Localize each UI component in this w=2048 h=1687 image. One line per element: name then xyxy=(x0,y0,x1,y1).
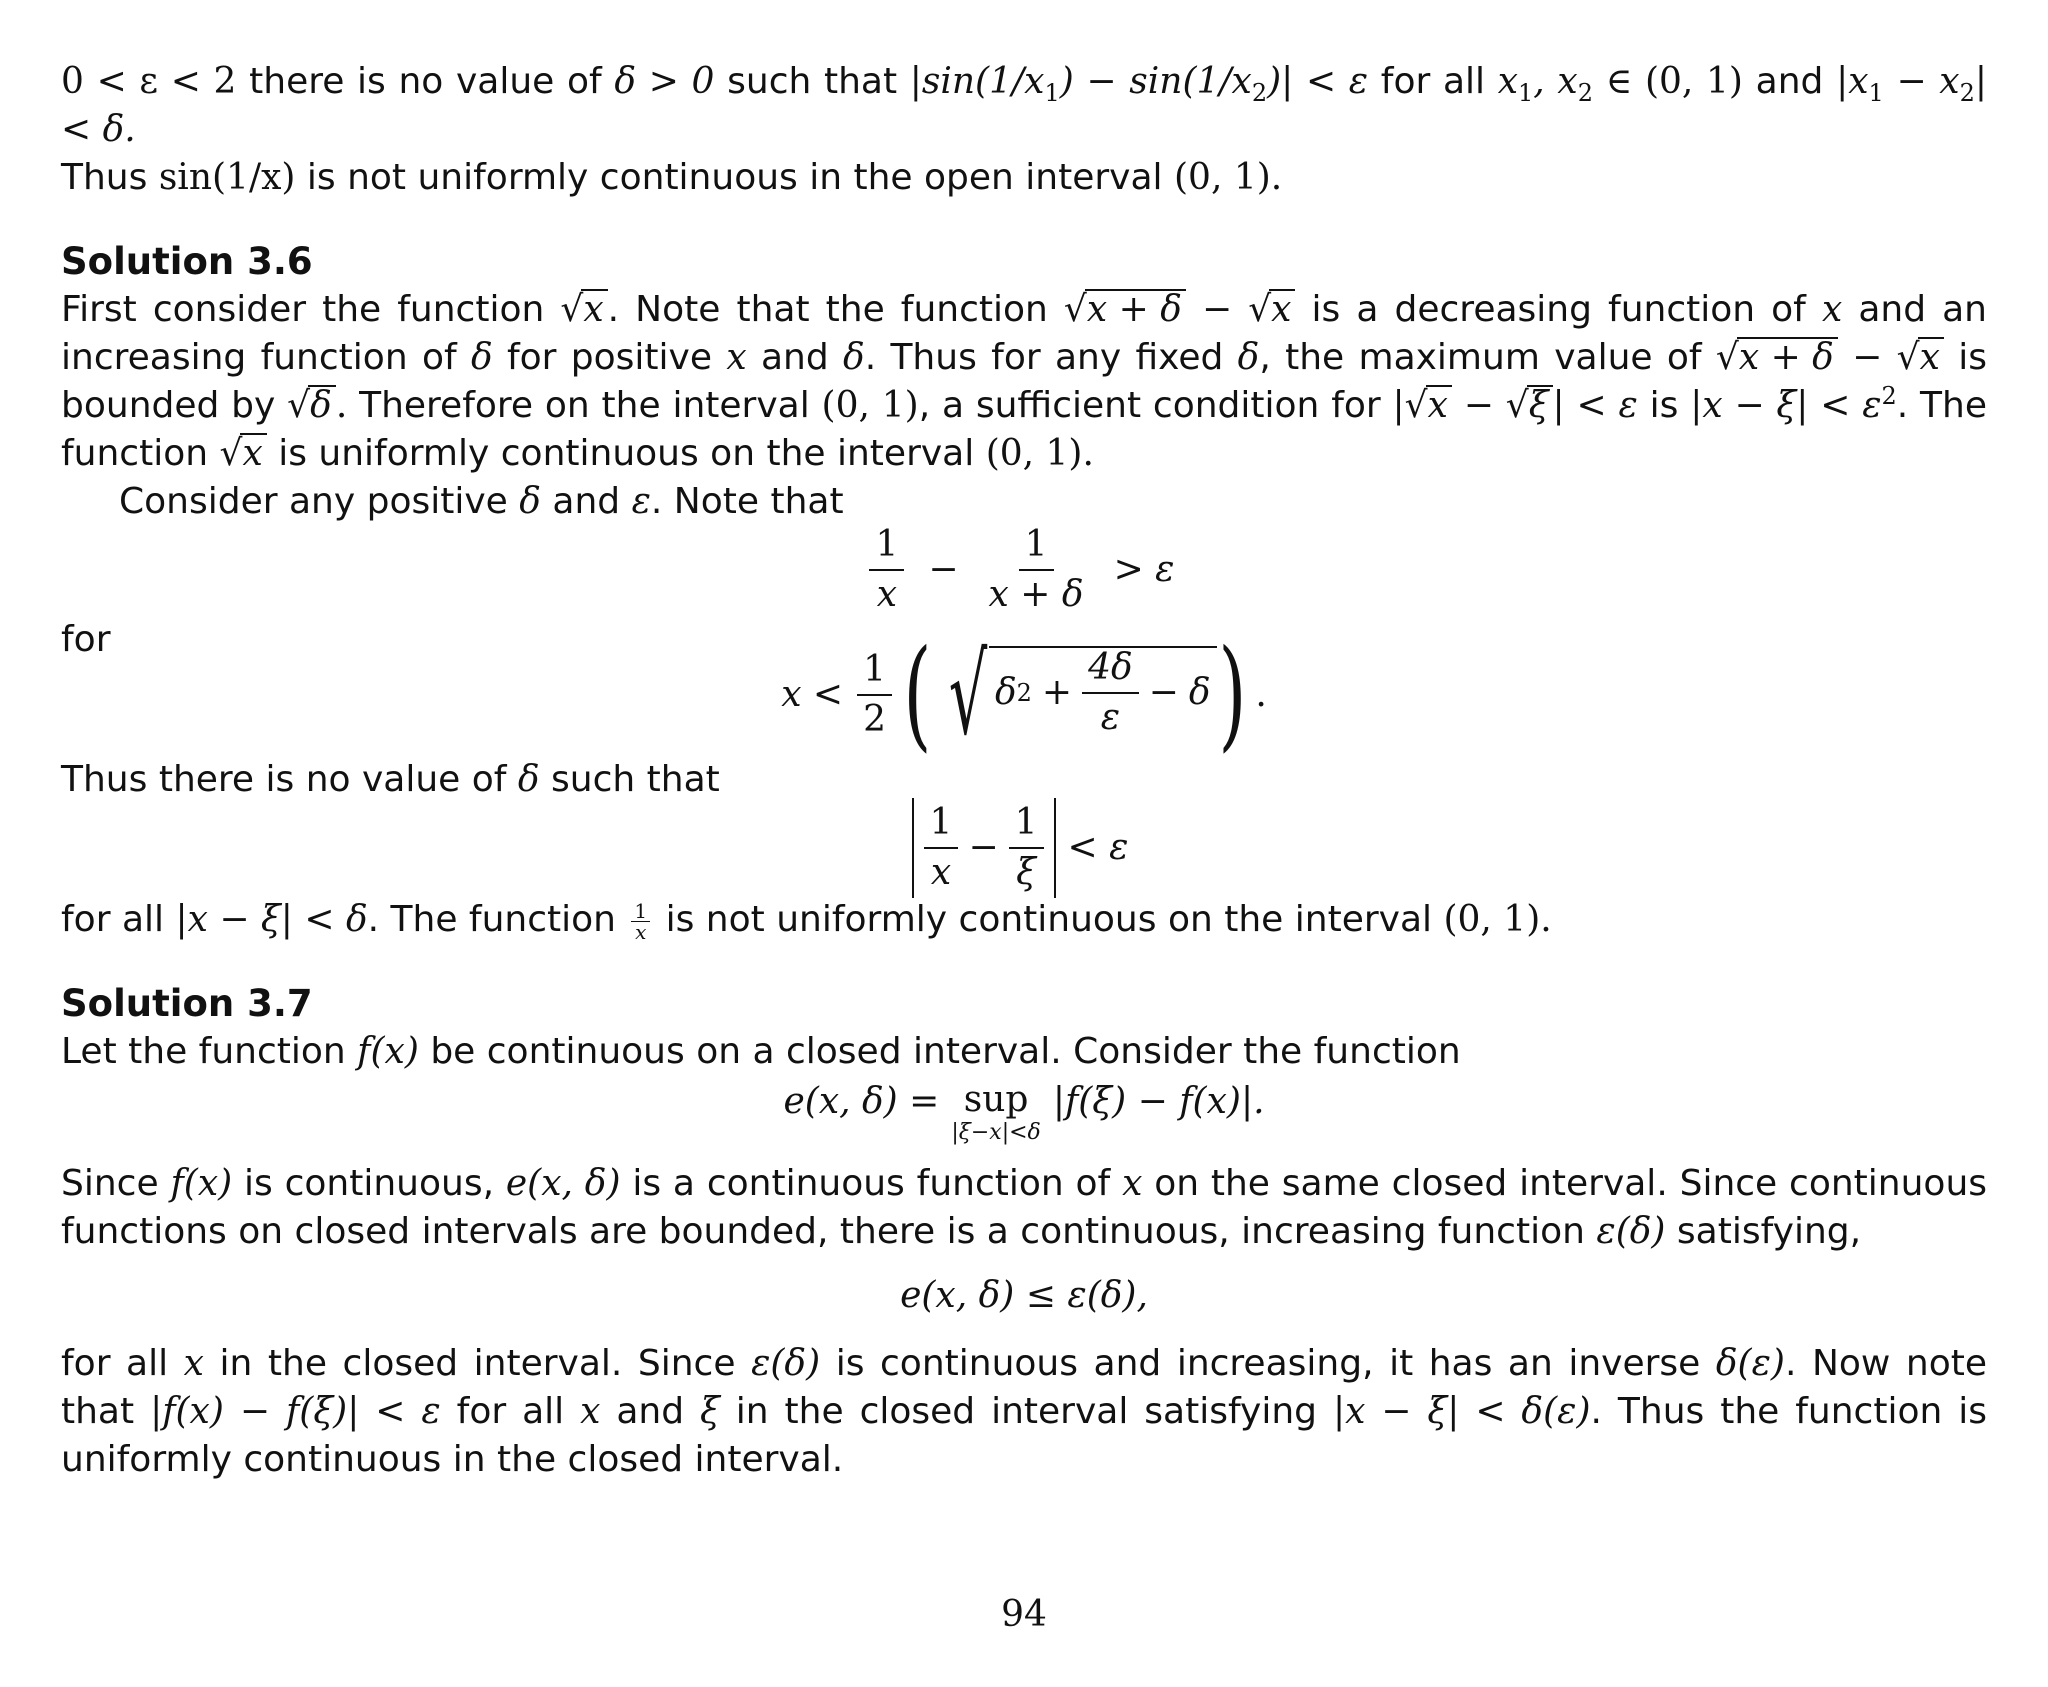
solution-3-6-heading: Solution 3.6 xyxy=(61,240,313,283)
equation-abs-fractions: $\frac{1}{x}$ − $\frac{1}{\xi}$ < ε xyxy=(61,796,1987,900)
solution-3-6-paragraph-2: Consider any positive δ and ε. Note that xyxy=(119,481,844,522)
intro-paragraph: 0 < ε < 2 there is no value of δ > 0 such that $|\sin(1/x_1) - \sin(1/x_2)| < \varepsilon$ for all $x_1$, $x_2$ ∈ (0, 1) and $|x_1 - x_2| < \delta$. Thus sin(1/x) is not uniformly continuous in the open interval (0, 1). xyxy=(61,61,1988,198)
solution-3-7-heading: Solution 3.7 xyxy=(61,982,313,1025)
thus-no-value-text: Thus there is no value of δ such that xyxy=(61,759,720,800)
page-content xyxy=(61,58,1987,1484)
equation-e-bound: e(x, δ) ≤ ε(δ), xyxy=(900,1275,1148,1316)
solution-3-7-intro: Let the function f(x) be continuous on a closed interval. Consider the function xyxy=(61,1031,1461,1072)
solution-3-6-paragraph-1: First consider the function √x . Note that the function √x + δ − √x is a decreasing function of x and an increasing function of δ for positive x and δ. Thus for any fixed δ, the maximum value of √x + δ − √x is bounded by √δ . Therefore on the interval (0, 1), a sufficient condition for |√x − √ξ | < ε is $|x - \xi| < \varepsilon^2$. The function √x is uniformly continuous on the interval (0, 1). xyxy=(61,289,1988,474)
equation-difference-fractions: $\frac{1}{x}$ − $\frac{1}{x + \delta}$ > ε xyxy=(61,522,1987,618)
page-number: 94 xyxy=(1001,1594,1047,1635)
solution-3-7-since-paragraph: Since f(x) is continuous, e(x, δ) is a continuous function of x on the same closed interval. Since continuous functions on closed intervals are bounded, there is a continuous, increasing function ε(δ) satisfying, xyxy=(61,1163,1988,1252)
equation-e-sup: e(x, δ) = sup |ξ−x|<δ |f(ξ) − f(x)|. xyxy=(783,1079,1265,1145)
for-all-text: for all |x − ξ| < δ. The function $\frac{1}{x}$ is not uniformly continuous on the interval (0, 1). xyxy=(61,898,1552,944)
for-text: for xyxy=(61,619,111,660)
solution-3-7-final-paragraph: for all x in the closed interval. Since ε(δ) is continuous and increasing, it has an inverse δ(ε). Now note that |f(x) − f(ξ)| < ε for all x and ξ in the closed interval satisfying |x − ξ| < δ(ε). Thus the function is uniformly continuous in the closed interval. xyxy=(61,1343,1987,1480)
equation-x-bound: x < $\frac{1}{2}$ ( √ δ 2 + $\frac{4\delta}{\varepsilon}$ − δ ) . xyxy=(781,625,1267,764)
